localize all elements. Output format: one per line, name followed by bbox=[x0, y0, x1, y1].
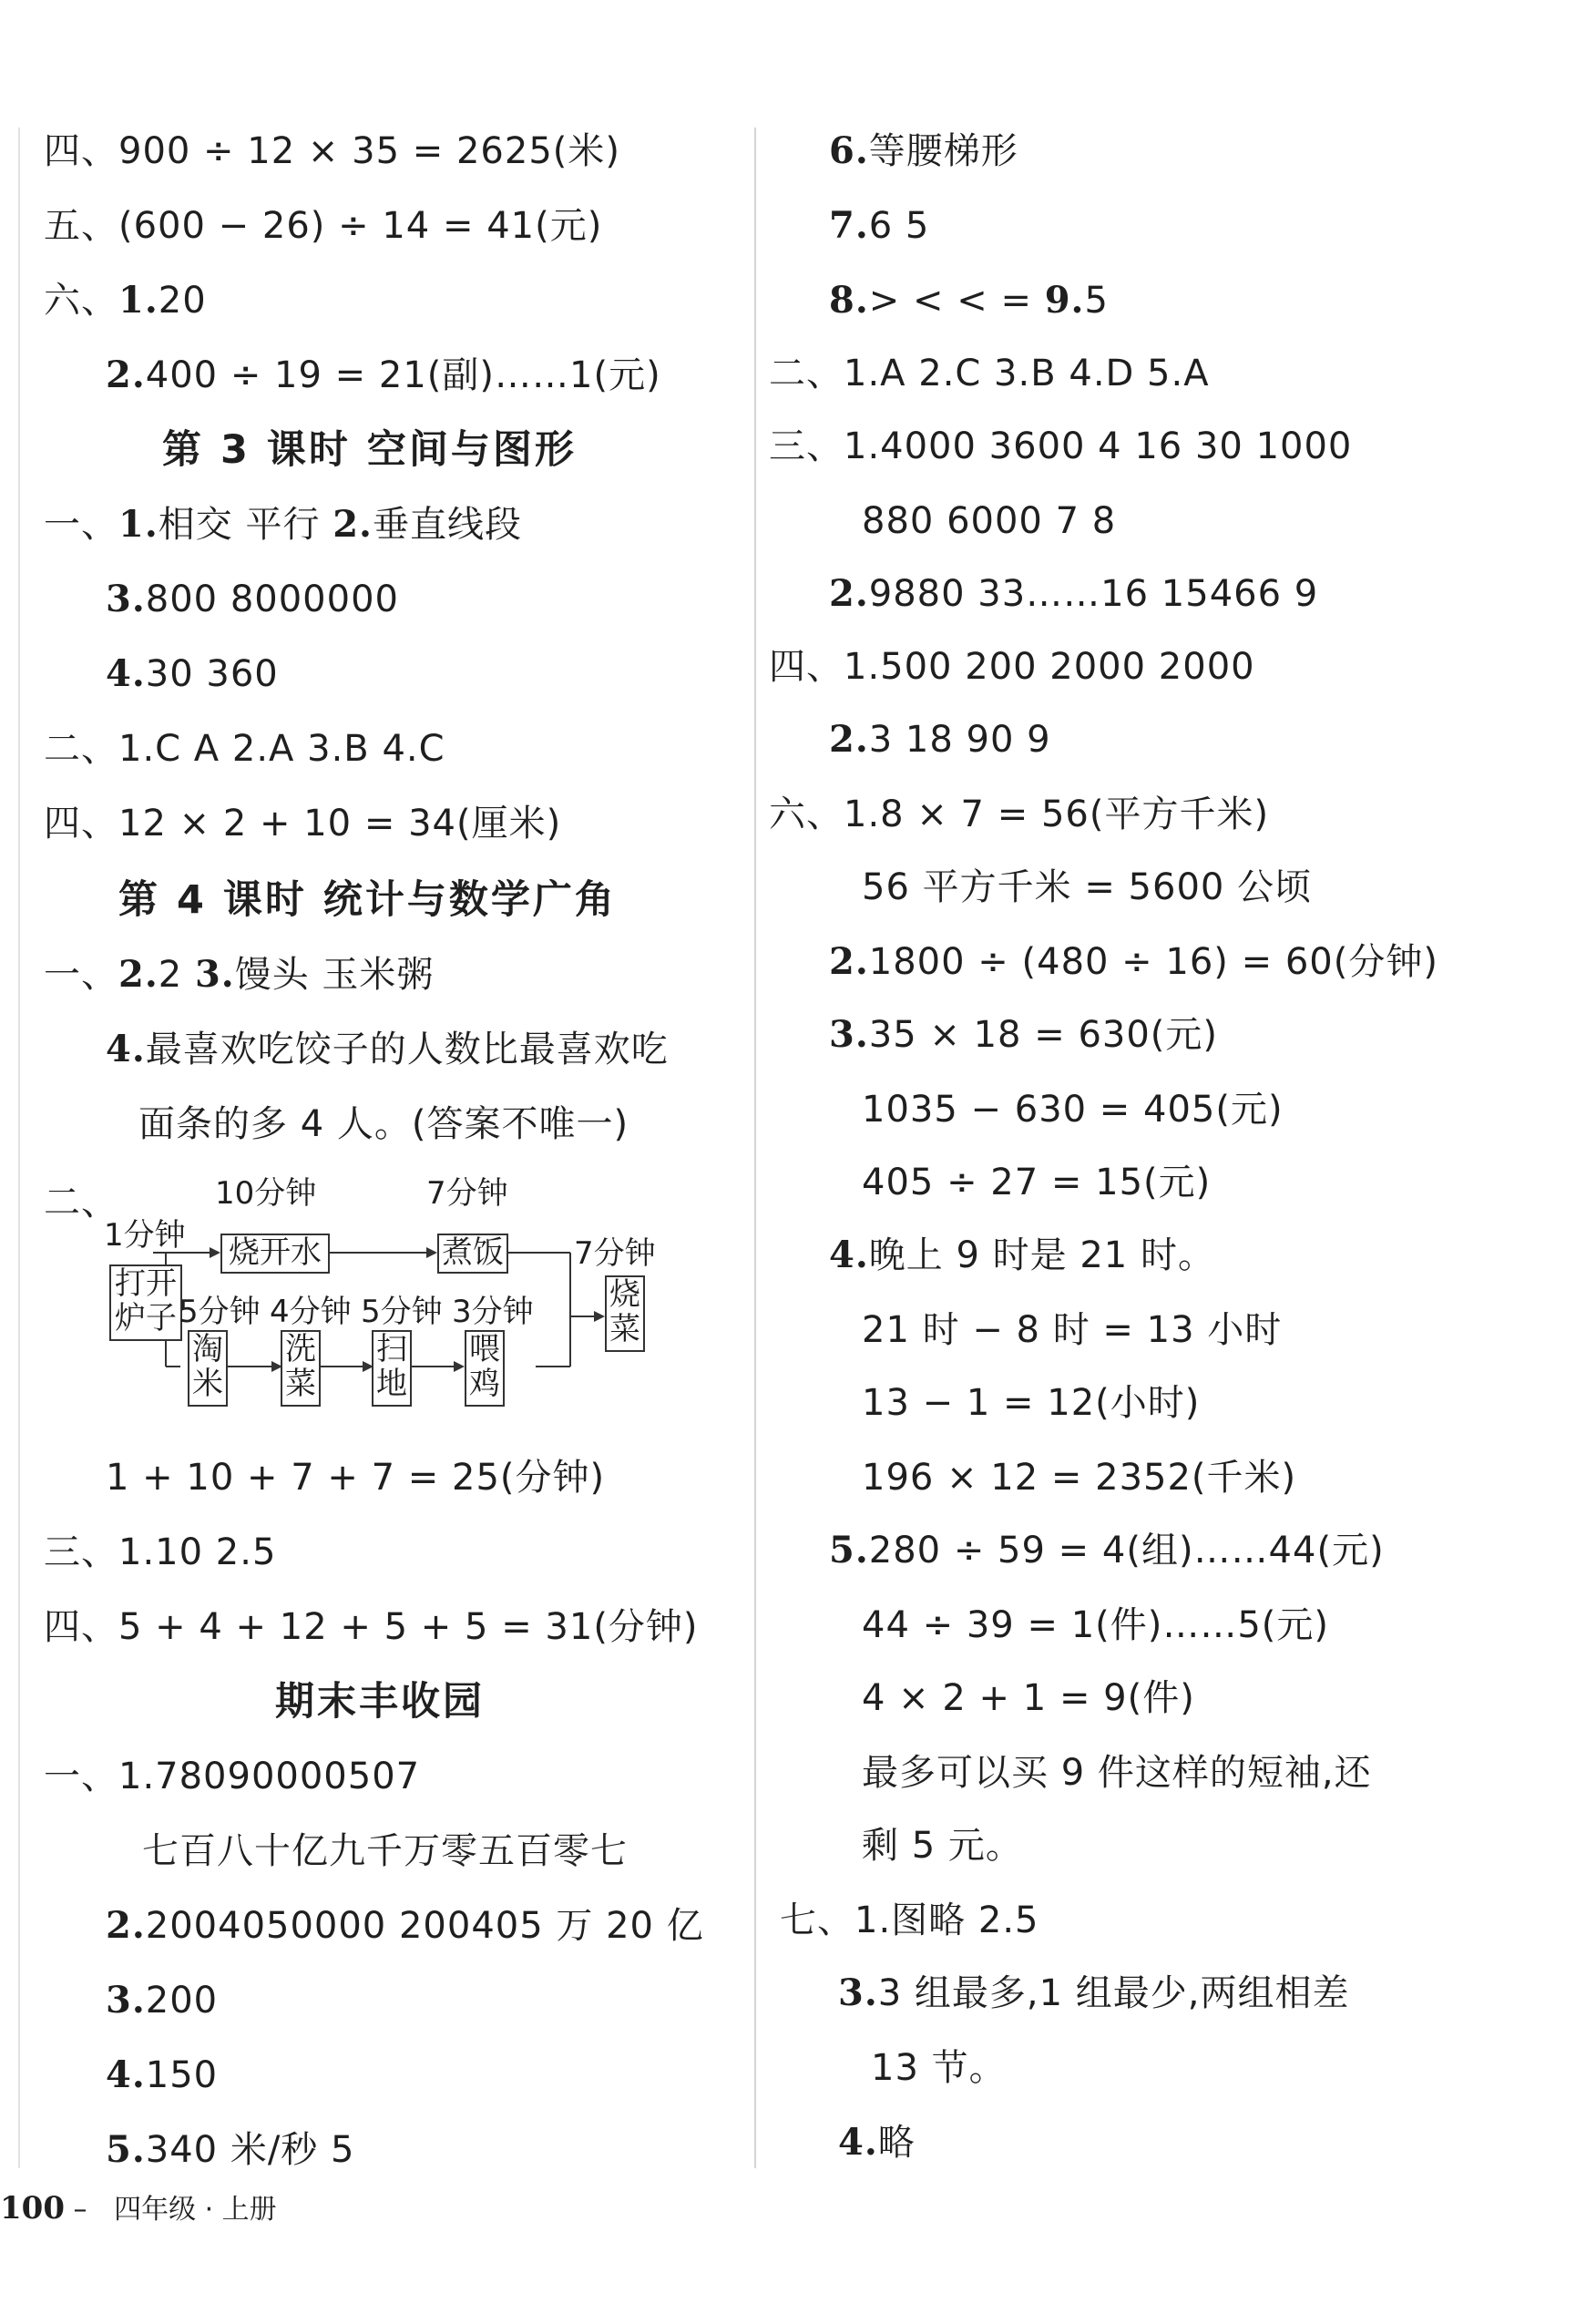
answer-line: 2.3 18 90 9 bbox=[829, 718, 1051, 761]
flow-time-label: 4分钟 bbox=[270, 1294, 352, 1330]
answer-line: 六、1.8 × 7 = 56(平方千米) bbox=[769, 793, 1270, 835]
flow-time-label: 5分钟 bbox=[361, 1294, 443, 1330]
answer-line: 七、1.图略 2.5 bbox=[780, 1899, 1039, 1941]
answer-line: 四、1.500 200 2000 2000 bbox=[769, 646, 1255, 688]
answer-line: 四、5 + 4 + 12 + 5 + 5 = 31(分钟) bbox=[44, 1606, 699, 1648]
flow-box: 烧开水 bbox=[220, 1234, 330, 1274]
answer-line: 最多可以买 9 件这样的短袖,还 bbox=[862, 1752, 1372, 1794]
answer-line: 五、(600 − 26) ÷ 14 = 41(元) bbox=[44, 205, 603, 247]
answer-line: 56 平方千米 = 5600 公顷 bbox=[862, 866, 1313, 908]
answer-line: 一、2.2 3.馒头 玉米粥 bbox=[44, 953, 435, 996]
answer-line: 4.略 bbox=[838, 2121, 916, 2164]
answer-line: 六、1.20 bbox=[44, 279, 207, 322]
answer-line: 21 时 − 8 时 = 13 小时 bbox=[862, 1309, 1283, 1351]
answer-line: 1035 − 630 = 405(元) bbox=[862, 1089, 1284, 1131]
flow-time-label: 7分钟 bbox=[574, 1235, 656, 1272]
answer-line: 5.280 ÷ 59 = 4(组)……44(元) bbox=[829, 1529, 1385, 1572]
answer-line: 三、1.4000 3600 4 16 30 1000 bbox=[769, 425, 1353, 467]
answer-line: 6.等腰梯形 bbox=[829, 129, 1018, 172]
answer-line: 二、1.C A 2.A 3.B 4.C bbox=[44, 728, 445, 770]
answer-line: 4.晚上 9 时是 21 时。 bbox=[829, 1234, 1215, 1276]
left-margin-rule bbox=[18, 128, 20, 2168]
section-heading: 期末丰收园 bbox=[275, 1679, 485, 1725]
answer-line: 2.1800 ÷ (480 ÷ 16) = 60(分钟) bbox=[829, 940, 1438, 983]
flow-time-label: 7分钟 bbox=[426, 1175, 508, 1212]
flow-time-label: 3分钟 bbox=[452, 1294, 534, 1330]
flow-time-label: 5分钟 bbox=[179, 1294, 261, 1330]
answer-line: 44 ÷ 39 = 1(件)……5(元) bbox=[862, 1604, 1330, 1646]
answer-line: 一、1.相交 平行 2.垂直线段 bbox=[44, 503, 522, 546]
section-heading: 第 4 课时 统计与数学广角 bbox=[118, 877, 617, 923]
flow-box: 喂鸡 bbox=[465, 1330, 505, 1407]
answer-line: 2.2004050000 200405 万 20 亿 bbox=[106, 1904, 704, 1947]
answer-line: 二、 bbox=[44, 1182, 118, 1223]
answer-line: 二、1.A 2.C 3.B 4.D 5.A bbox=[769, 353, 1210, 394]
answer-line: 4 × 2 + 1 = 9(件) bbox=[862, 1677, 1195, 1719]
flow-box: 煮饭 bbox=[437, 1234, 508, 1274]
page-number: 100 bbox=[0, 2190, 65, 2227]
answer-line: 13 节。 bbox=[871, 2047, 1007, 2089]
answer-line: 880 6000 7 8 bbox=[862, 500, 1117, 542]
answer-line: 8.> < < = 9.5 bbox=[829, 279, 1109, 322]
flow-box: 扫地 bbox=[372, 1330, 412, 1407]
column-divider bbox=[754, 128, 756, 2168]
answer-line: 3.200 bbox=[106, 1979, 219, 2022]
page-footer bbox=[0, 2186, 277, 2227]
answer-line: 七百八十亿九千万零五百零七 bbox=[142, 1830, 628, 1872]
flow-diagram bbox=[44, 1175, 736, 1439]
footer-grade: 四年级 · 上册 bbox=[114, 2194, 277, 2226]
answer-line: 13 − 1 = 12(小时) bbox=[862, 1382, 1201, 1424]
answer-line: 剩 5 元。 bbox=[862, 1825, 1023, 1867]
flow-box: 淘米 bbox=[188, 1330, 228, 1407]
answer-line: 1 + 10 + 7 + 7 = 25(分钟) bbox=[106, 1457, 606, 1499]
answer-line: 3.3 组最多,1 组最少,两组相差 bbox=[838, 1971, 1350, 2014]
answer-line: 4.30 360 bbox=[106, 652, 279, 695]
answer-line: 3.35 × 18 = 630(元) bbox=[829, 1013, 1219, 1056]
answer-line: 4.最喜欢吃饺子的人数比最喜欢吃 bbox=[106, 1028, 669, 1070]
answer-line: 2.9880 33……16 15466 9 bbox=[829, 572, 1319, 615]
flow-box: 洗菜 bbox=[281, 1330, 321, 1407]
answer-line: 三、1.10 2.5 bbox=[44, 1531, 277, 1573]
answer-line: 2.400 ÷ 19 = 21(副)……1(元) bbox=[106, 353, 661, 396]
answer-line: 4.150 bbox=[106, 2053, 219, 2096]
answer-line: 一、1.78090000507 bbox=[44, 1756, 421, 1797]
section-heading: 第 3 课时 空间与图形 bbox=[162, 427, 577, 473]
answer-line: 四、900 ÷ 12 × 35 = 2625(米) bbox=[44, 130, 620, 172]
answer-line: 3.800 8000000 bbox=[106, 578, 399, 620]
answer-line: 面条的多 4 人。(答案不唯一) bbox=[138, 1103, 629, 1145]
flow-time-label: 1分钟 bbox=[104, 1217, 186, 1254]
flow-box: 打开炉子 bbox=[109, 1264, 182, 1341]
flow-time-label: 10分钟 bbox=[215, 1175, 317, 1212]
flow-box: 烧菜 bbox=[605, 1275, 645, 1352]
answer-line: 196 × 12 = 2352(千米) bbox=[862, 1457, 1297, 1499]
answer-line: 7.6 5 bbox=[829, 204, 930, 247]
answer-line: 四、12 × 2 + 10 = 34(厘米) bbox=[44, 803, 562, 845]
answer-line: 405 ÷ 27 = 15(元) bbox=[862, 1162, 1212, 1203]
answer-line: 5.340 米/秒 5 bbox=[106, 2128, 355, 2171]
footer-dash: – bbox=[73, 2194, 87, 2226]
